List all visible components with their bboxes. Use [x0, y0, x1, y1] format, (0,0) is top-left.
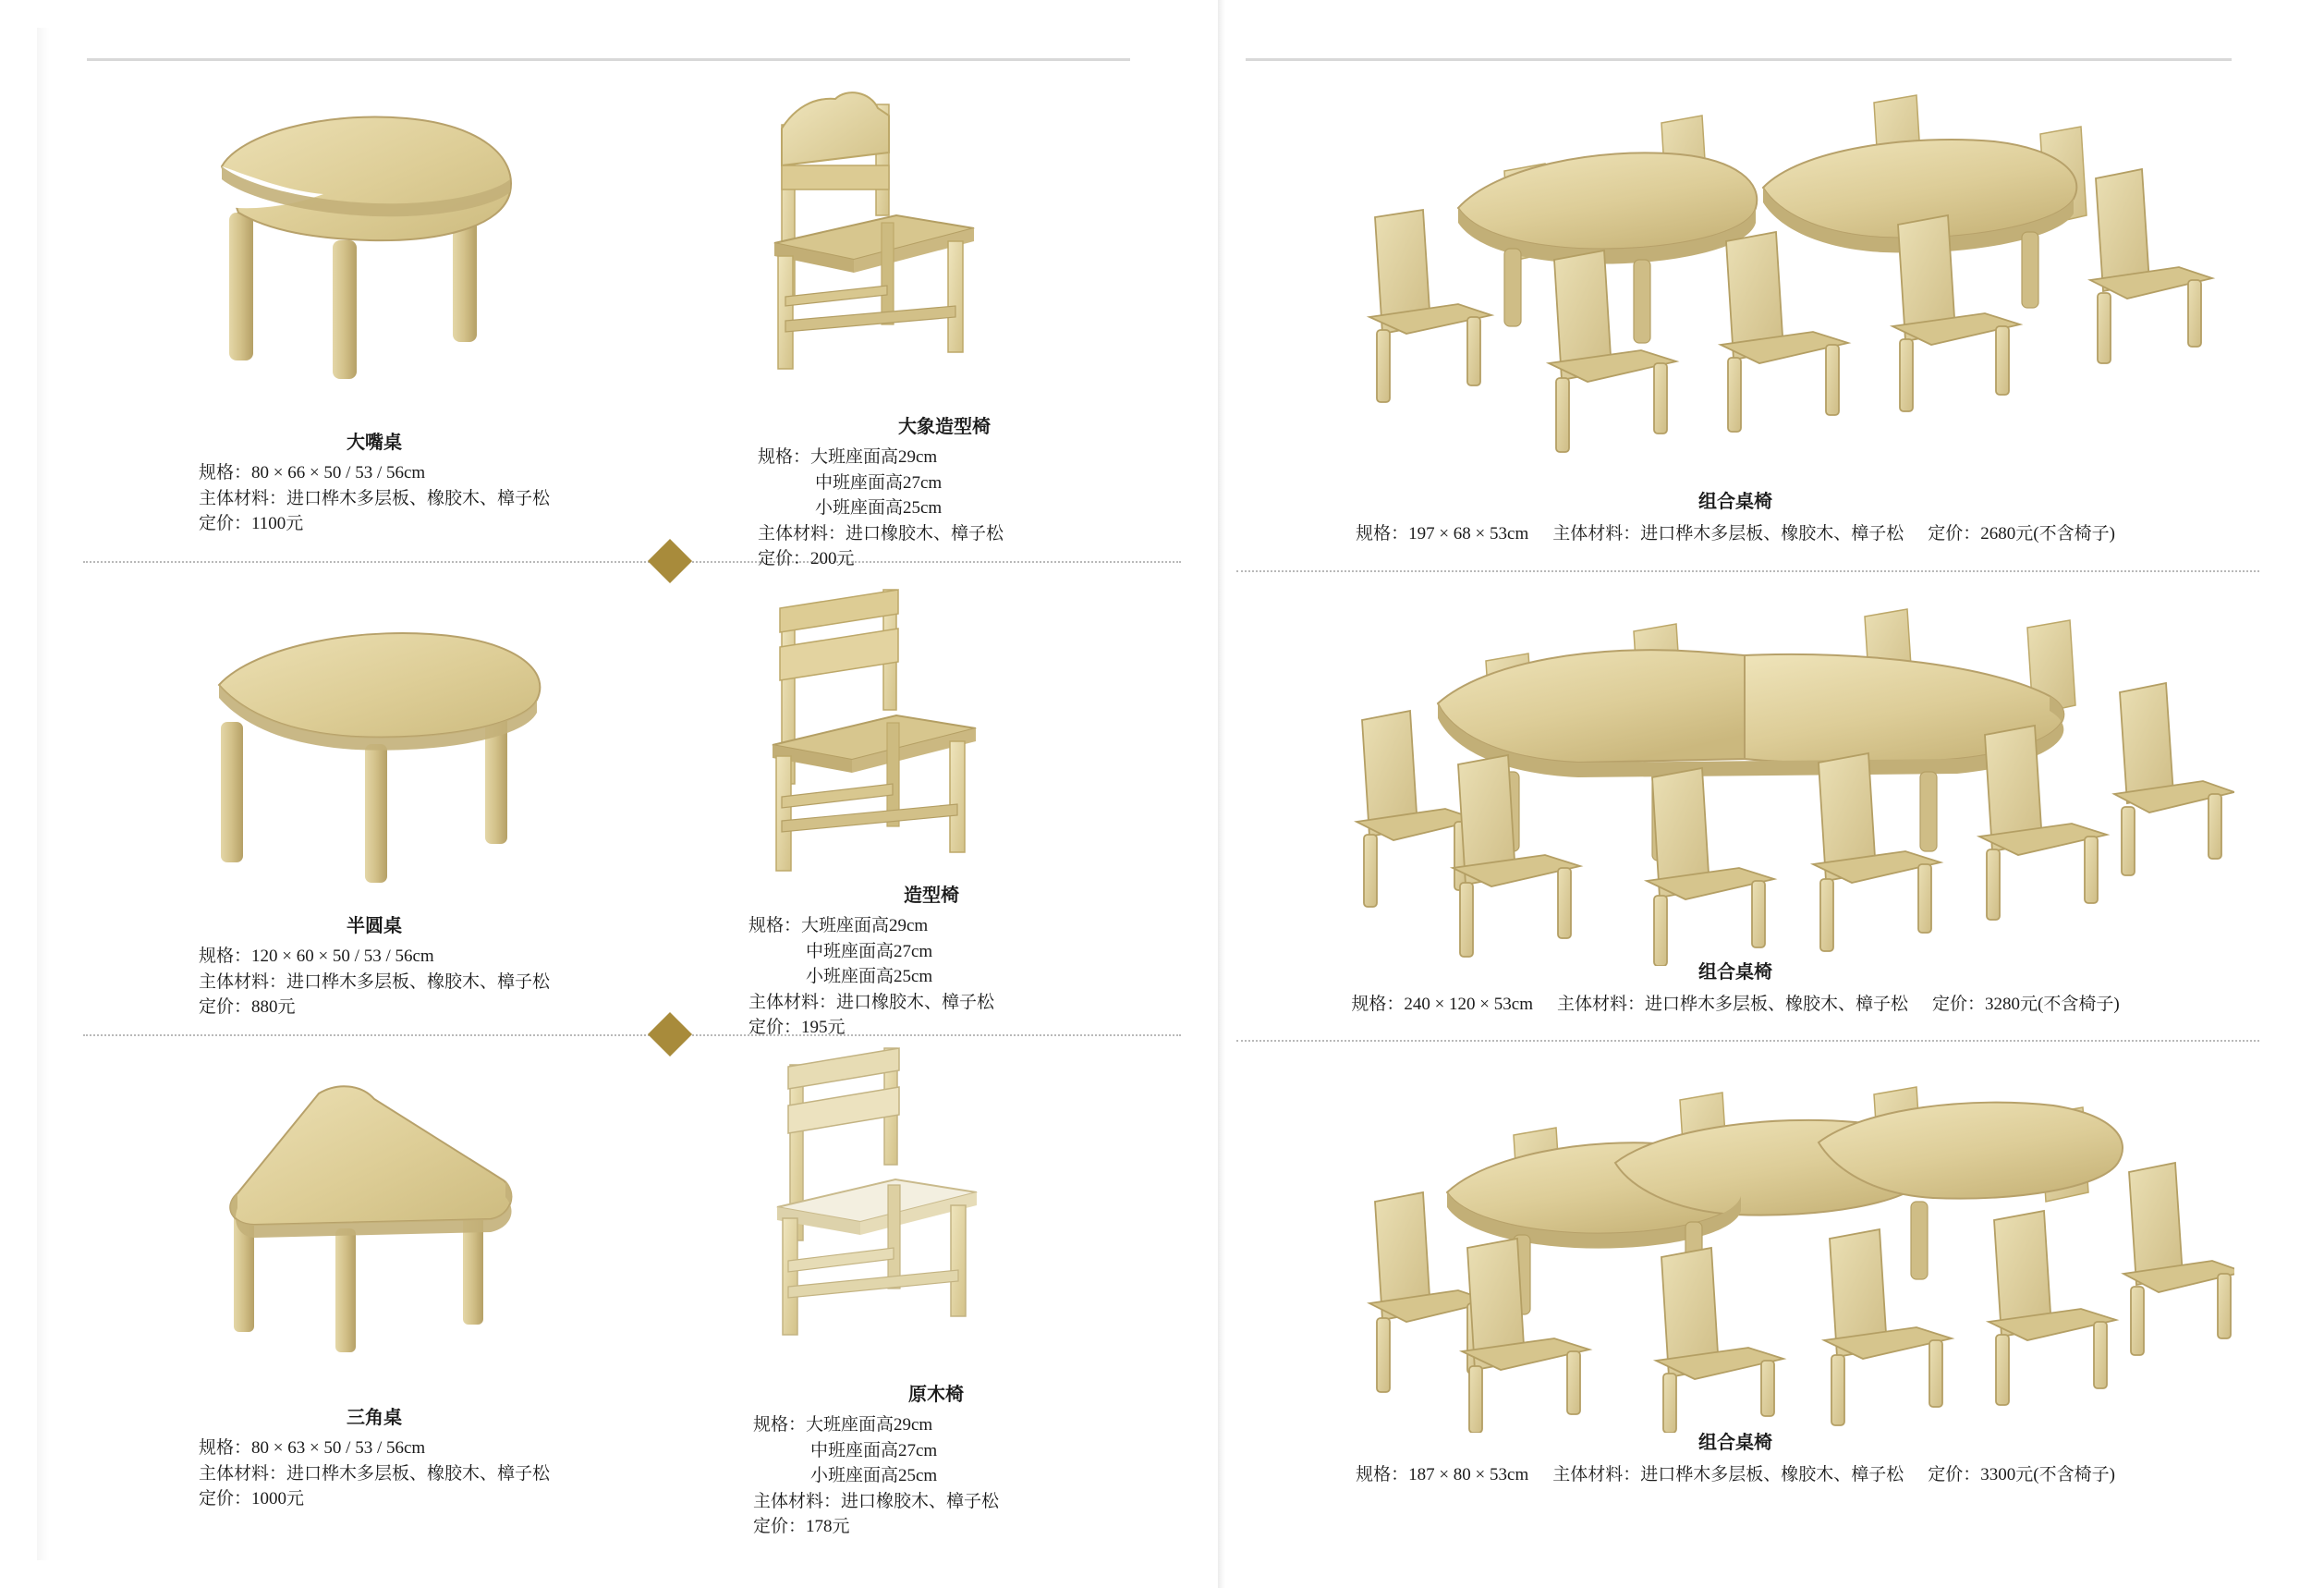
combo-set-3-caption [1227, 1429, 2244, 1489]
item-title: 组合桌椅 [1698, 1433, 1772, 1453]
big-mouth-table-image [185, 102, 610, 407]
page-edge-shadow [37, 28, 50, 1560]
item-material: 主体材料：进口桦木多层板、橡胶木、樟子松 [199, 1463, 551, 1484]
spec-label: 规格： [1356, 1465, 1409, 1484]
price-label: 定价： [1928, 1465, 1981, 1484]
item-material: 主体材料：进口桦木多层板、橡胶木、樟子松 [199, 488, 551, 508]
shaped-chair-image [748, 582, 998, 897]
price-label: 定价： [1928, 524, 1981, 544]
item-price: 定价：1100元 [199, 514, 304, 534]
item-title: 组合桌椅 [1698, 492, 1772, 512]
item-material: 主体材料：进口桦木多层板、橡胶木、樟子松 [199, 971, 551, 992]
material-label: 主体材料： [1552, 524, 1641, 544]
item-spec: 规格：大班座面高29cm [748, 916, 929, 935]
combo-set-2-caption [1227, 959, 2244, 1019]
big-mouth-table-caption [199, 430, 550, 537]
right-page [1218, 0, 2324, 1588]
combo-set-1-image [1357, 79, 2234, 476]
spec-value: 240 × 120 × 53cm [1404, 995, 1533, 1014]
diamond-ornament-2 [648, 1012, 692, 1057]
triangle-table-image [199, 1077, 587, 1354]
top-rule-left [87, 58, 1130, 61]
spec-label: 规格： [1356, 524, 1409, 544]
material-label: 主体材料： [1552, 1465, 1641, 1484]
section-divider-r2 [1236, 1040, 2259, 1042]
item-spec-2: 中班座面高27cm [806, 941, 933, 961]
item-title: 大嘴桌 [347, 433, 402, 453]
price-value: 3300元(不含椅子) [1980, 1465, 2115, 1484]
item-material: 主体材料：进口橡胶木、樟子松 [758, 523, 1004, 544]
item-title: 大象造型椅 [898, 417, 991, 437]
item-spec-line [1227, 1462, 2244, 1489]
solid-wood-chair-image [753, 1044, 1003, 1368]
page-spine-shadow [1218, 0, 1225, 1588]
triangle-table-caption [199, 1405, 550, 1512]
section-divider-r1 [1236, 570, 2259, 572]
item-spec: 规格：大班座面高29cm [758, 447, 938, 467]
section-divider-2 [83, 1034, 1181, 1036]
item-price: 定价：880元 [199, 997, 296, 1018]
top-rule-right [1246, 58, 2232, 61]
item-spec: 规格：80 × 66 × 50 / 53 / 56cm [199, 463, 426, 483]
item-spec-2: 中班座面高27cm [815, 472, 943, 493]
item-material: 主体材料：进口橡胶木、樟子松 [753, 1491, 1000, 1511]
item-spec-line [1227, 992, 2244, 1019]
item-spec-3: 小班座面高25cm [806, 967, 933, 987]
diamond-ornament-1 [648, 539, 692, 583]
item-price: 定价：1000元 [199, 1489, 305, 1509]
semicircle-table-caption [199, 913, 550, 1020]
item-spec-3: 小班座面高25cm [815, 498, 943, 519]
section-divider-1 [83, 561, 1181, 563]
price-label: 定价： [1932, 995, 1986, 1014]
item-title: 半圆桌 [347, 916, 402, 936]
spec-label: 规格： [1351, 995, 1405, 1014]
item-title: 造型椅 [904, 886, 959, 906]
price-value: 2680元(不含椅子) [1980, 524, 2115, 544]
item-spec-line [1227, 521, 2244, 548]
combo-set-3-image [1357, 1063, 2234, 1433]
material-value: 进口桦木多层板、橡胶木、樟子松 [1640, 1465, 1904, 1484]
shaped-chair-caption [748, 883, 994, 1041]
price-value: 3280元(不含椅子) [1985, 995, 2120, 1014]
item-material: 主体材料：进口橡胶木、樟子松 [748, 992, 995, 1012]
item-price: 定价：195元 [748, 1018, 846, 1038]
item-title: 原木椅 [908, 1385, 964, 1405]
item-spec-3: 小班座面高25cm [810, 1466, 938, 1486]
item-spec: 规格：120 × 60 × 50 / 53 / 56cm [199, 947, 434, 966]
semicircle-table-image [180, 615, 605, 892]
elephant-chair-caption [758, 414, 1004, 572]
item-spec: 规格：大班座面高29cm [753, 1415, 933, 1435]
item-price: 定价：178元 [753, 1517, 850, 1537]
item-title: 三角桌 [347, 1408, 402, 1428]
item-price: 定价：200元 [758, 549, 855, 569]
spec-value: 187 × 80 × 53cm [1408, 1465, 1529, 1484]
material-value: 进口桦木多层板、橡胶木、樟子松 [1645, 995, 1909, 1014]
combo-set-1-caption [1227, 488, 2244, 548]
material-label: 主体材料： [1556, 995, 1645, 1014]
material-value: 进口桦木多层板、橡胶木、樟子松 [1640, 524, 1904, 544]
item-title: 组合桌椅 [1698, 962, 1772, 983]
spec-value: 197 × 68 × 53cm [1408, 524, 1529, 544]
item-spec: 规格：80 × 63 × 50 / 53 / 56cm [199, 1438, 426, 1458]
elephant-chair-image [758, 88, 998, 402]
combo-set-2-image [1347, 596, 2234, 966]
item-spec-2: 中班座面高27cm [810, 1440, 938, 1460]
solid-wood-chair-caption [753, 1382, 999, 1540]
